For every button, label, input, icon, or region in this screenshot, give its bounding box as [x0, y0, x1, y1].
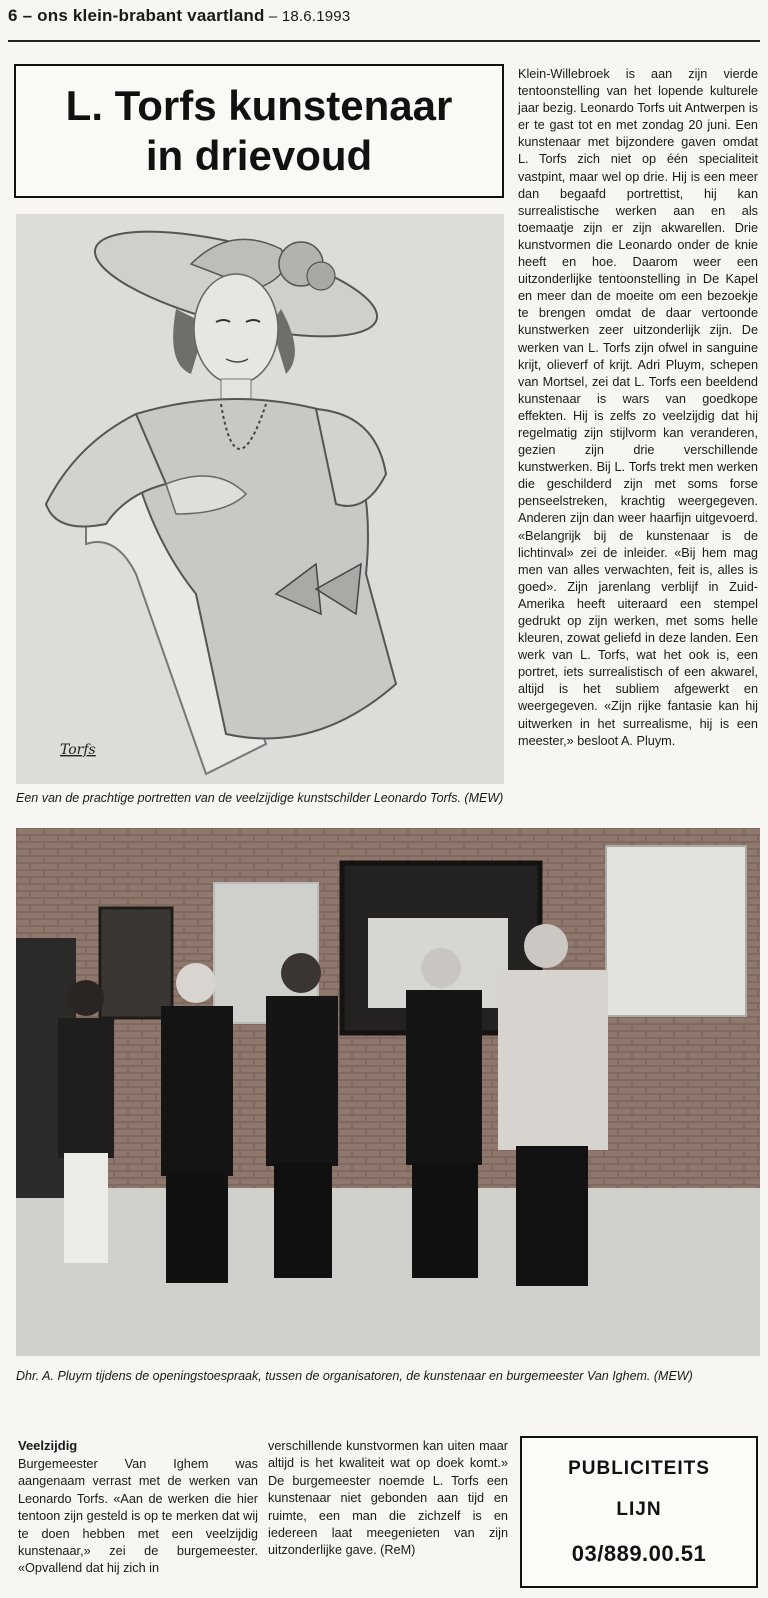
person-3 — [266, 953, 338, 1278]
headline-box — [14, 64, 504, 198]
person-4 — [406, 948, 482, 1278]
article-column-b: verschillende kunstvormen kan uiten maar altijd is het kwaliteit wat op doek komt.» De burgemeester noemde L. Torfs een kunstenaar niet gebonden aan tijd en ruimte, een man die zichzelf is en iedereen laat meegenieten van zijn uitzonderlijke gave. (ReM) — [268, 1439, 508, 1558]
ad-line-2: LIJN — [616, 1499, 662, 1520]
masthead-date: – 18.6.1993 — [264, 8, 351, 25]
ad-line-1: PUBLICITEITS — [568, 1457, 710, 1479]
exhibition-photo — [16, 828, 760, 1356]
masthead-title: 6 – ons klein-brabant vaartland — [8, 6, 265, 25]
painting-portrait-man — [100, 908, 172, 1018]
person-2 — [161, 963, 233, 1283]
painting-surreal — [606, 846, 746, 1016]
portrait-sketch — [16, 214, 504, 784]
portrait-drawing — [16, 214, 504, 784]
article-main-column: Klein-Willebroek is aan zijn vierde tentoonstelling van het lopende kulturele jaar bezig. Leonardo Torfs uit Antwerpen is er te gast tot en met zondag 20 juni. Een kunstenaar met bijzondere gaven omdat L. Torfs zich niet op één specialiteit vastpint, maar wel op drie. Hij is een meer dan begaafd portrettist, hij kan surrealistische werken aan en als toemaatje zijn er zijn akwarellen. Drie kunstvormen die Leonardo onder de knie heeft en hoe. Daarom weer een uitzonderlijke tentoonstelling in De Kapel en meer dan de moeite om een bezoekje te brengen omdat de daar vertoonde kunstwerken zeer uitzonderlijk zijn. De werken van L. Torfs zijn ofwel in sanguine krijt, olieverf of krijt. Adri Pluym, schepen van Mortsel, zei dat L. Torfs een beeldend kunstenaar is wars van goedkope effekten. Hij is zelfs zo veelzijdig dat hij regelmatig zijn stijlvorm kan veranderen, gezien zijn drie verschillende kunstwerken. Bij L. Torfs trekt men werken die geschilderd zijn met soms forse penseelstreken, krachtig weergegeven. Anderen zijn dan weer haarfijn uitgevoerd. «Belangrijk bij de kunstenaar is de lichtinval» zei de inleider. «Bij hem mag men van alles verwachten, feit is, alles is goed». Zijn jarenlang verblijf in Zuid-Amerika heeft uiteraard een stempel gedrukt op zijn werken, met soms helle kleuren, zowat geliefd in deze landen. Een werk van L. Torfs, wat het ook is, een portret, iets surrealistisch of een akwarel, altijd is het subliem afgewerkt en weergegeven. «Zijn rijke fantasie kan hij uitwerken in het surrealisme, hij is een meester,» besloot A. Pluym. — [518, 67, 758, 748]
subheading-veelzijdig: Veelzijdig — [18, 1438, 78, 1453]
portrait-caption: Een van de prachtige portretten van de veelzijdige kunstschilder Leonardo Torfs. (MEW) — [16, 791, 504, 805]
masthead-rule — [8, 40, 760, 42]
article-column-a: Burgemeester Van Ighem was aangenaam verrast met de werken van Leonardo Torfs. «Aan de werken die hier tentoon zijn gesteld is op te merken dat wij te doen hebben met een veelzijdig kunstenaar,» zei de burgemeester. «Opvallend dat hij zich in — [18, 1457, 258, 1576]
photo-caption: Dhr. A. Pluym tijdens de openingstoespraak, tussen de organisatoren, de kunstenaar en burgemeester Van Ighem. (MEW) — [16, 1369, 693, 1383]
portrait-signature: Torfs — [60, 742, 96, 758]
masthead — [8, 6, 760, 34]
headline-line-2: in drievoud — [145, 132, 373, 179]
advertising-box — [520, 1436, 758, 1588]
exhibition-scene — [16, 828, 760, 1356]
ad-phone: 03/889.00.51 — [571, 1540, 707, 1566]
person-1 — [58, 980, 114, 1263]
headline-line-1: L. Torfs kunstenaar — [65, 82, 453, 129]
